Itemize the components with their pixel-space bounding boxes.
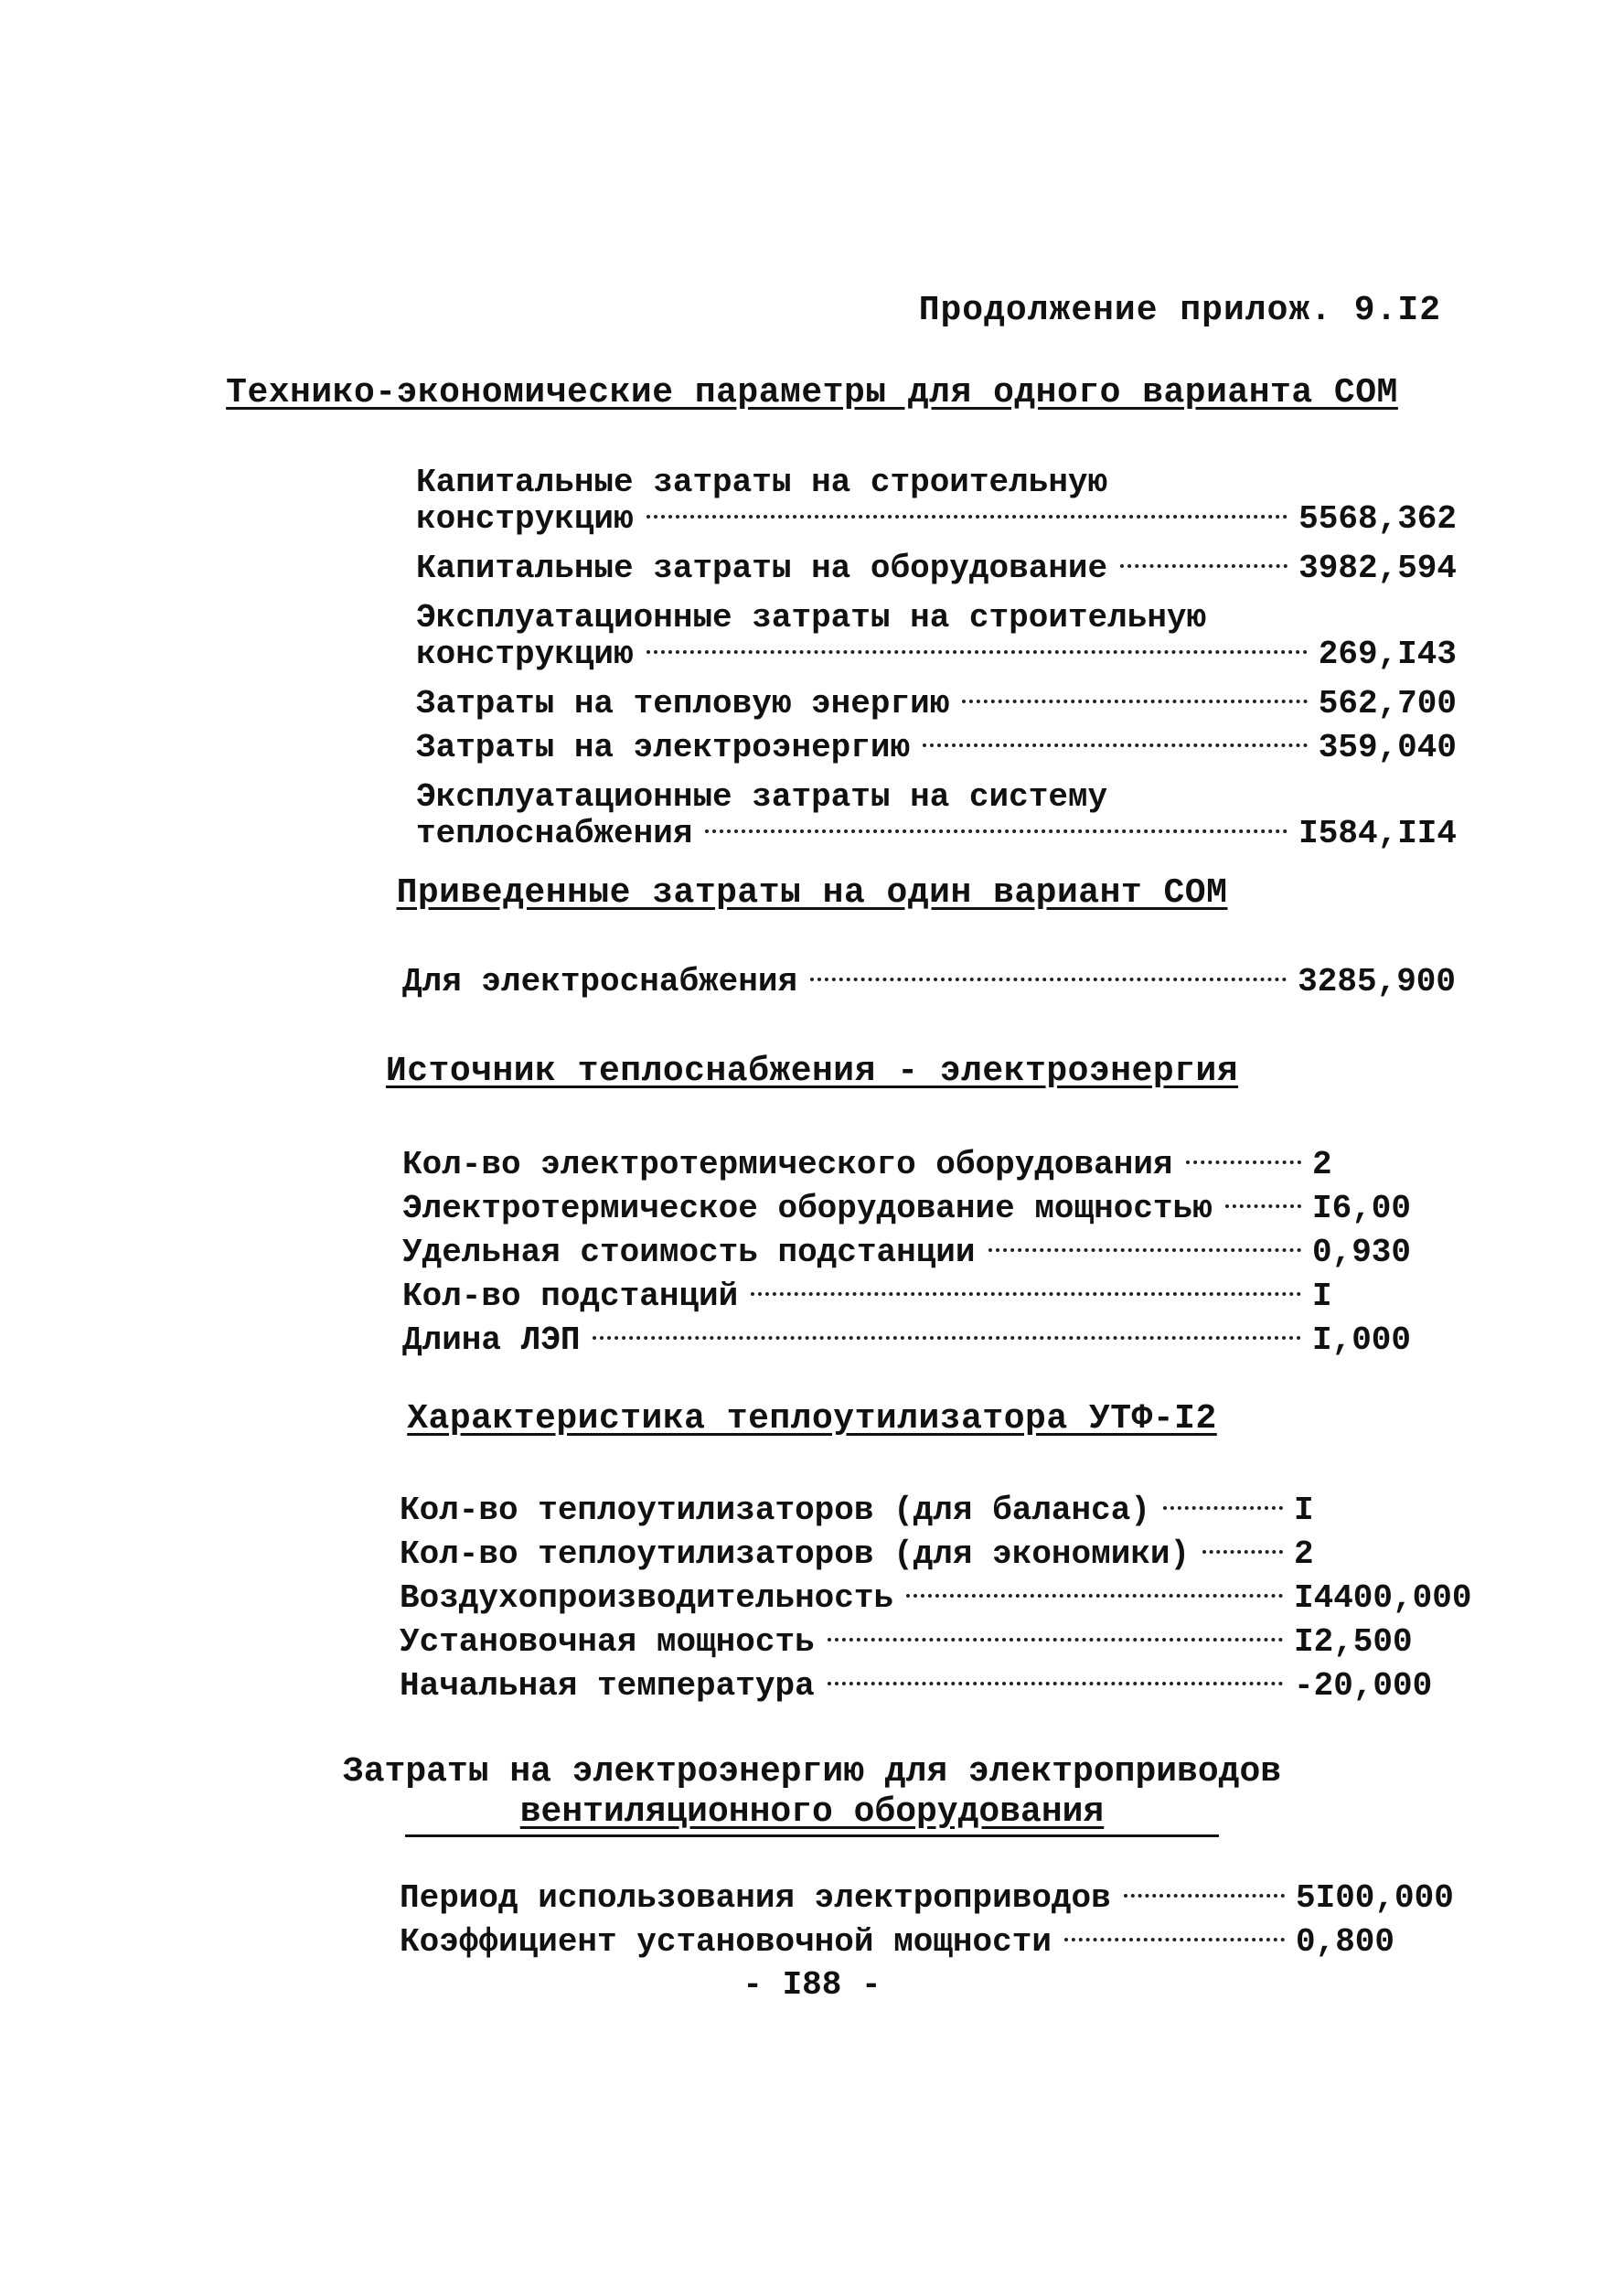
row-value: -20,000: [1294, 1667, 1433, 1705]
dot-leader: [988, 1248, 1301, 1252]
row-label-line1: Эксплуатационные затраты на строительную: [416, 599, 1207, 636]
row-value: 5I00,000: [1296, 1879, 1454, 1917]
table-row: [400, 1920, 1451, 1964]
table-row: [416, 600, 1457, 673]
row-label-line2: теплоснабжения: [416, 815, 693, 852]
page-number: - I88 -: [743, 1966, 881, 2004]
row-label: Начальная температура: [400, 1667, 815, 1705]
row-label: Удельная стоимость подстанции: [402, 1234, 976, 1271]
section-1-table: [416, 465, 1457, 852]
row-label-line2: конструкцию: [416, 500, 634, 538]
dot-leader: [962, 700, 1307, 703]
row-value: 0,800: [1296, 1923, 1395, 1961]
row-label: Кол-во теплоутилизаторов (для экономики): [400, 1535, 1191, 1573]
table-row: [400, 1877, 1454, 1920]
dot-leader: [828, 1638, 1283, 1642]
section-1-title: Технико-экономические параметры для одного варианта СОМ: [226, 373, 1398, 412]
table-row: [402, 960, 1456, 1004]
row-label: Затраты на электроэнергию: [416, 729, 911, 766]
section-5-table: [400, 1877, 1454, 1964]
table-row: [402, 1275, 1426, 1319]
row-label: Воздухопроизводительность: [400, 1579, 894, 1617]
section-4-table: [400, 1489, 1472, 1708]
table-row: [416, 547, 1457, 591]
row-label: Кол-во подстанций: [402, 1278, 739, 1315]
row-label: Установочная мощность: [400, 1623, 815, 1661]
section-2-table: [402, 960, 1456, 1004]
row-value: 3285,900: [1298, 963, 1456, 1000]
table-row: [400, 1620, 1468, 1664]
row-value: 3982,594: [1298, 550, 1457, 587]
table-row: [402, 1143, 1426, 1187]
dot-leader: [1163, 1506, 1283, 1510]
row-value: I2,500: [1294, 1623, 1413, 1661]
section-5-title: [0, 1752, 1624, 1837]
dot-leader: [1064, 1938, 1285, 1941]
dot-leader: [923, 743, 1308, 747]
dot-leader: [1120, 564, 1287, 568]
row-label: Период использования электроприводов: [400, 1879, 1111, 1917]
row-value: 5568,362: [1298, 500, 1457, 538]
dot-leader: [1225, 1204, 1301, 1208]
dot-leader: [593, 1336, 1301, 1340]
dot-leader: [1186, 1160, 1301, 1164]
row-label-line1: Капитальные затраты на строительную: [416, 464, 1108, 501]
row-value: I584,II4: [1298, 815, 1457, 852]
row-value: I: [1294, 1492, 1314, 1529]
dot-leader: [828, 1682, 1283, 1685]
row-value: 269,I43: [1318, 636, 1457, 673]
section-4-title: Характеристика теплоутилизатора УТФ-I2: [407, 1399, 1217, 1438]
row-label-line1: Эксплуатационные затраты на систему: [416, 778, 1108, 816]
row-value: I: [1312, 1278, 1332, 1315]
section-3-table: [402, 1143, 1426, 1363]
table-row: [416, 779, 1457, 852]
table-row: [400, 1664, 1468, 1708]
table-row: [416, 465, 1457, 538]
row-value: 0,930: [1312, 1234, 1412, 1271]
row-value: 562,700: [1318, 685, 1457, 722]
row-value: I6,00: [1312, 1190, 1412, 1227]
dot-leader: [646, 650, 1308, 654]
dot-leader: [646, 515, 1288, 519]
title-underline: [405, 1834, 1219, 1837]
row-label: Длина ЛЭП: [402, 1321, 581, 1359]
table-row: [402, 1231, 1426, 1275]
row-value: 359,040: [1318, 729, 1457, 766]
section-2-title: Приведенные затраты на один вариант СОМ: [396, 873, 1228, 913]
dot-leader: [1202, 1550, 1283, 1554]
section-5-title-line2: вентиляционного оборудования: [519, 1792, 1105, 1832]
row-label: Капитальные затраты на оборудование: [416, 550, 1108, 587]
table-row: [400, 1533, 1468, 1577]
row-label: Для электроснабжения: [402, 963, 798, 1000]
row-label: Кол-во электротермического оборудования: [402, 1146, 1173, 1183]
row-label: Затраты на тепловую энергию: [416, 685, 950, 722]
table-row: [400, 1577, 1472, 1620]
row-label: Электротермическое оборудование мощностью: [402, 1190, 1213, 1227]
dot-leader: [705, 829, 1287, 833]
section-5-title-line1: Затраты на электроэнергию для электроприводов: [342, 1752, 1282, 1791]
table-row: [416, 726, 1457, 770]
row-label: Кол-во теплоутилизаторов (для баланса): [400, 1492, 1150, 1529]
row-value: I4400,000: [1294, 1579, 1472, 1617]
dot-leader: [751, 1292, 1301, 1296]
appendix-reference: Продолжение прилож. 9.I2: [918, 291, 1441, 330]
row-value: 2: [1312, 1146, 1332, 1183]
section-3-title: Источник теплоснабжения - электроэнергия: [385, 1052, 1239, 1091]
row-label: Коэффициент установочной мощности: [400, 1923, 1052, 1961]
dot-leader: [906, 1594, 1283, 1598]
table-row: [402, 1319, 1426, 1363]
table-row: [400, 1489, 1468, 1533]
dot-leader: [810, 978, 1287, 981]
table-row: [416, 682, 1457, 726]
row-value: 2: [1294, 1535, 1314, 1573]
row-label-line2: конструкцию: [416, 636, 634, 673]
dot-leader: [1124, 1894, 1285, 1898]
row-value: I,000: [1312, 1321, 1412, 1359]
table-row: [402, 1187, 1426, 1231]
